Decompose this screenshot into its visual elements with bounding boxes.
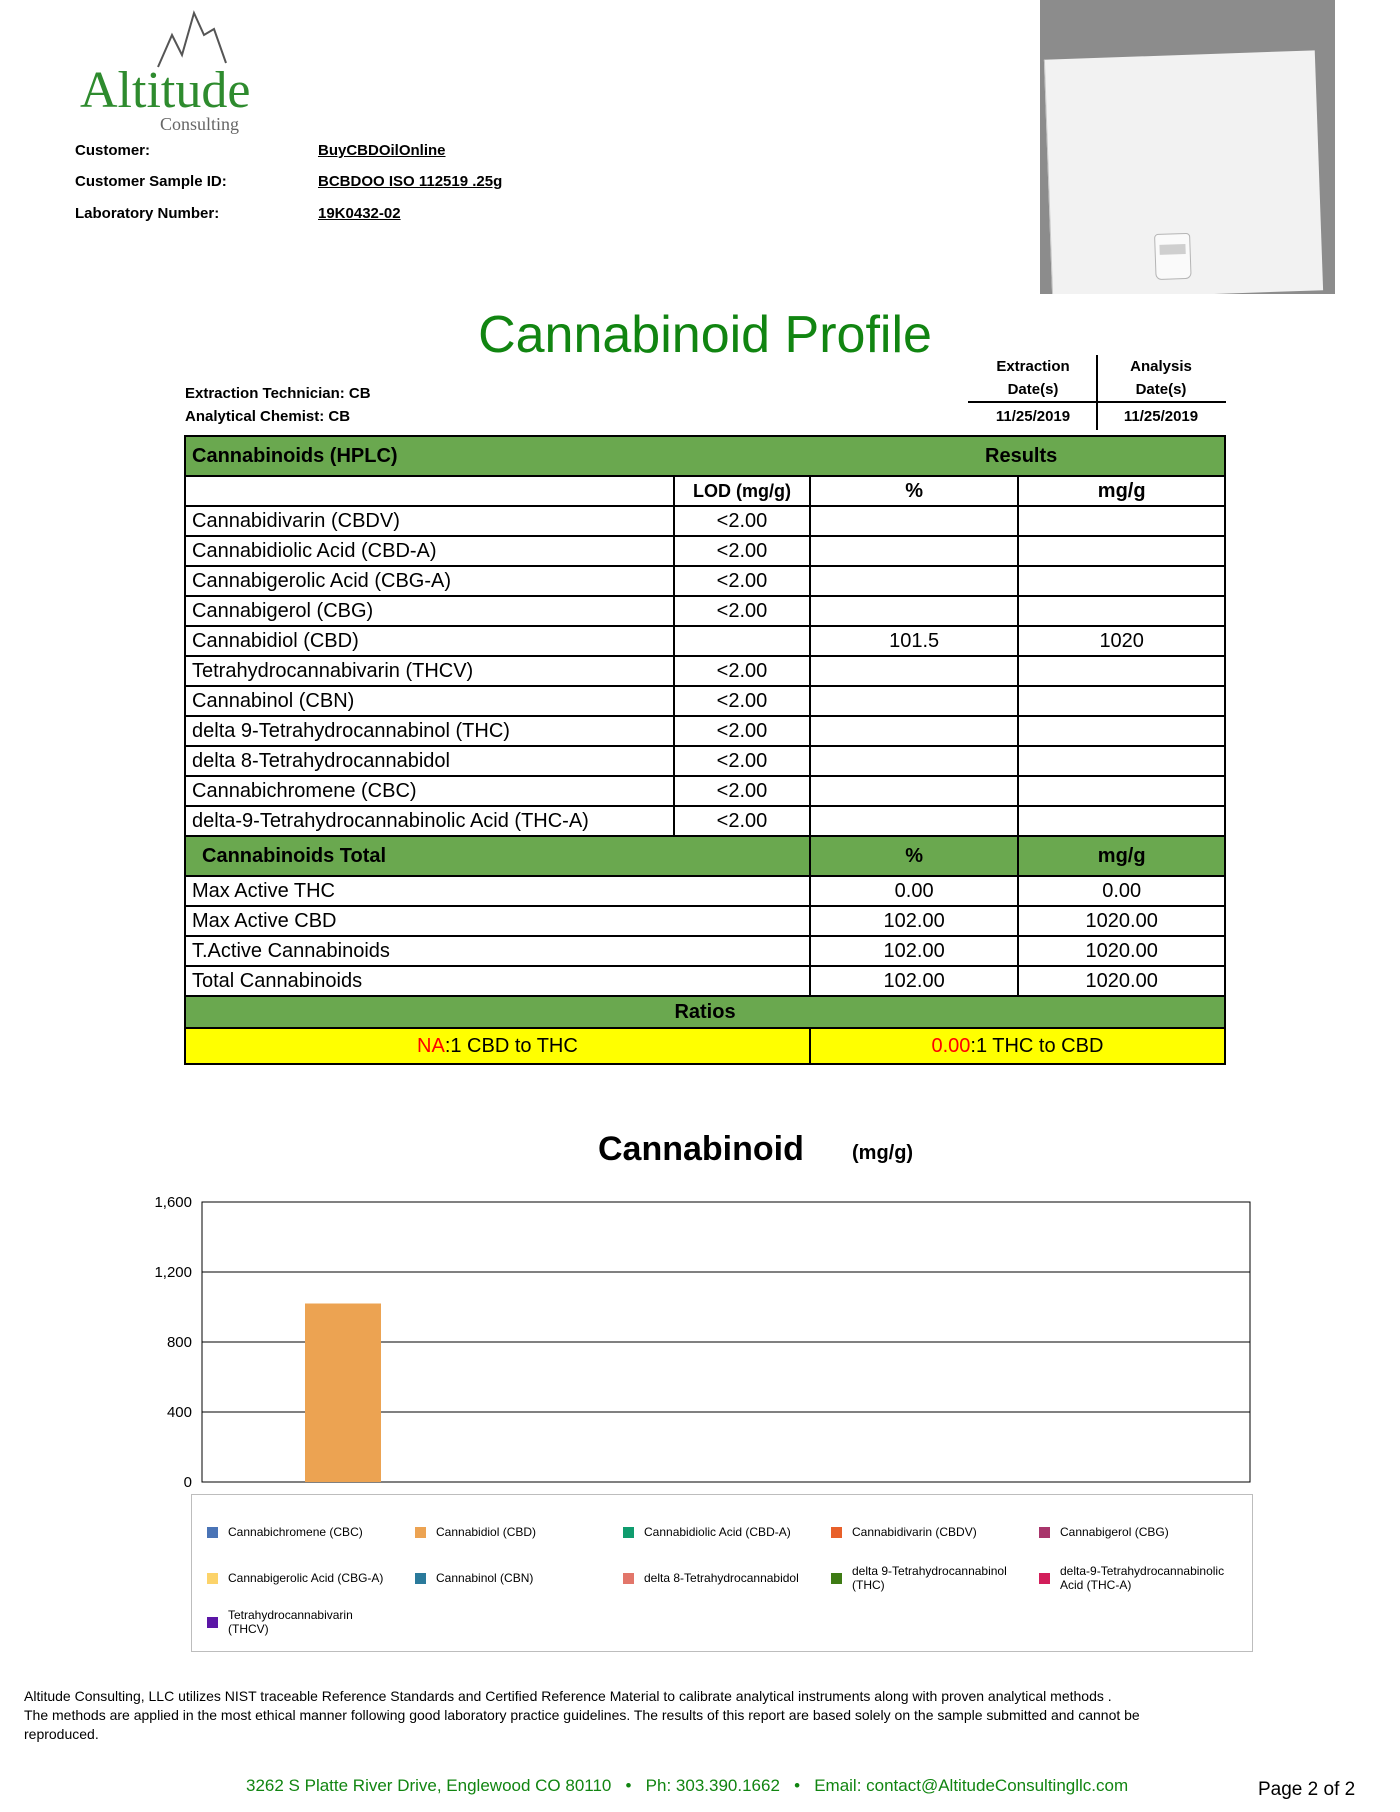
ratios-row (185, 1028, 1225, 1064)
totals-header: Cannabinoids Total (185, 836, 810, 876)
row-lod: <2.00 (674, 746, 810, 776)
row-percent: 101.5 (810, 626, 1019, 656)
legend-item-thcv: Tetrahydrocannabivarin (THCV) (207, 1608, 353, 1636)
legend-item-cbdv: Cannabidivarin (CBDV) (831, 1525, 977, 1539)
row-mgg (1018, 506, 1225, 536)
row-mgg (1018, 656, 1225, 686)
hplc-header (185, 436, 1058, 476)
row-lod: <2.00 (674, 776, 810, 806)
row-name: delta-9-Tetrahydrocannabinolic Acid (THC-A) (185, 806, 674, 836)
row-name: Cannabigerol (CBG) (185, 596, 674, 626)
analysis-date-header-2: Date(s) (1135, 381, 1187, 398)
totals-percent: 102.00 (810, 906, 1019, 936)
row-mgg (1018, 686, 1225, 716)
totals-percent: 0.00 (810, 876, 1019, 906)
chart-legend (191, 1494, 1253, 1652)
sample-photo (1040, 0, 1335, 294)
row-name: Cannabigerolic Acid (CBG-A) (185, 566, 674, 596)
disclaimer (24, 1687, 1244, 1744)
extraction-date: 11/25/2019 (995, 408, 1071, 425)
row-percent (810, 506, 1019, 536)
legend-swatch (207, 1617, 218, 1628)
legend-swatch (415, 1573, 426, 1584)
extraction-date-header-2: Date(s) (1007, 381, 1059, 398)
disclaimer-line-1: Altitude Consulting, LLC utilizes NIST traceable Reference Standards and Certified Reference Material to calibrate analytical instruments along with proven analytical methods . (24, 1688, 1112, 1704)
footer-contact: 3262 S Platte River Drive, Englewood CO 80110 • Ph: 303.390.1662 • Email: contact@AltitudeConsultingllc.com (246, 1776, 1129, 1795)
legend-item-d9thc: delta 9-Tetrahydrocannabinol (THC) (831, 1564, 1007, 1592)
analytical-chemist: Analytical Chemist: CB (185, 408, 351, 425)
row-percent (810, 536, 1019, 566)
lab-number-label: Laboratory Number: (75, 205, 220, 222)
legend-item-thca: delta-9-Tetrahydrocannabinolic Acid (THC-A) (1039, 1564, 1224, 1592)
cannabinoid-bar-chart (140, 1180, 1260, 1490)
chart-title: Cannabinoid (598, 1130, 804, 1168)
y-tick-label: 400 (166, 1404, 192, 1421)
totals-percent: 102.00 (810, 966, 1019, 996)
legend-item-cbn: Cannabinol (CBN) (415, 1571, 533, 1585)
hplc-header-label: Cannabinoids (HPLC) (192, 444, 398, 467)
legend-swatch (1039, 1527, 1050, 1538)
y-tick-label: 800 (166, 1334, 192, 1351)
row-mgg (1018, 596, 1225, 626)
analysis-date-header-1: Analysis (1130, 358, 1192, 375)
row-lod: <2.00 (674, 506, 810, 536)
extraction-date-header-1: Extraction (996, 358, 1070, 375)
legend-item-cbga: Cannabigerolic Acid (CBG-A) (207, 1571, 383, 1585)
totals-mgg: 1020.00 (1018, 906, 1225, 936)
legend-item-cbda: Cannabidiolic Acid (CBD-A) (623, 1525, 791, 1539)
sample-id-label: Customer Sample ID: (75, 173, 227, 190)
totals-mgg: 1020.00 (1018, 966, 1225, 996)
table-row (185, 626, 1225, 656)
totals-header-row (185, 836, 1225, 876)
totals-mgg: 0.00 (1018, 876, 1225, 906)
row-percent (810, 746, 1019, 776)
row-lod: <2.00 (674, 806, 810, 836)
y-tick-label: 0 (183, 1474, 192, 1490)
customer-label: Customer: (75, 142, 151, 159)
row-mgg (1018, 566, 1225, 596)
totals-row (185, 966, 1225, 996)
totals-percent: 102.00 (810, 936, 1019, 966)
table-row (185, 776, 1225, 806)
extraction-technician: Extraction Technician: CB (185, 385, 371, 402)
totals-row (185, 906, 1225, 936)
disclaimer-line-3: reproduced. (24, 1726, 99, 1742)
row-lod: <2.00 (674, 536, 810, 566)
lab-number-value: 19K0432-02 (318, 205, 401, 222)
row-lod: <2.00 (674, 716, 810, 746)
legend-swatch (207, 1527, 218, 1538)
ratio-thc-cbd-text: :1 THC to CBD (970, 1034, 1104, 1057)
company-logo (74, 5, 270, 137)
page-title: Cannabinoid Profile (478, 306, 932, 364)
column-header-row (185, 476, 1225, 506)
ratios-header: Ratios (185, 996, 1225, 1028)
totals-col-mgg: mg/g (1018, 836, 1225, 876)
table-row (185, 536, 1225, 566)
ratio-thc-cbd-value: 0.00 (931, 1034, 971, 1057)
sample-id-value: BCBDOO ISO 112519 .25g (318, 173, 503, 190)
table-row (185, 746, 1225, 776)
row-percent (810, 596, 1019, 626)
row-mgg (1018, 746, 1225, 776)
legend-item-cbd: Cannabidiol (CBD) (415, 1525, 536, 1539)
row-name: Cannabinol (CBN) (185, 686, 674, 716)
col-percent: % (810, 476, 1019, 506)
row-name: Cannabidivarin (CBDV) (185, 506, 674, 536)
totals-name: T.Active Cannabinoids (185, 936, 810, 966)
sample-vial (1154, 233, 1192, 280)
ratio-cbd-thc-value: NA (417, 1034, 445, 1057)
totals-row (185, 876, 1225, 906)
legend-swatch (1039, 1573, 1050, 1584)
row-percent (810, 656, 1019, 686)
table-row (185, 716, 1225, 746)
table-row (185, 596, 1225, 626)
photo-paper (1044, 50, 1323, 294)
totals-name: Max Active CBD (185, 906, 810, 936)
row-percent (810, 716, 1019, 746)
col-lod: LOD (mg/g) (674, 476, 810, 506)
ratio-cbd-thc-text: :1 CBD to THC (444, 1034, 578, 1057)
table-header-row (185, 436, 1225, 476)
row-mgg (1018, 806, 1225, 836)
totals-row (185, 936, 1225, 966)
results-header: Results (985, 444, 1058, 467)
chart-unit: (mg/g) (852, 1142, 914, 1164)
legend-swatch (207, 1573, 218, 1584)
legend-swatch (623, 1527, 634, 1538)
legend-swatch (831, 1527, 842, 1538)
ratios-header-row (185, 996, 1225, 1028)
row-name: Cannabichromene (CBC) (185, 776, 674, 806)
totals-col-percent: % (810, 836, 1019, 876)
row-name: delta 8-Tetrahydrocannabidol (185, 746, 674, 776)
table-row (185, 686, 1225, 716)
page-number: Page 2 of 2 (1258, 1779, 1356, 1800)
table-row (185, 656, 1225, 686)
table-row (185, 566, 1225, 596)
col-mgg: mg/g (1018, 476, 1225, 506)
row-lod: <2.00 (674, 656, 810, 686)
row-lod: <2.00 (674, 686, 810, 716)
row-mgg: 1020 (1018, 626, 1225, 656)
row-name: delta 9-Tetrahydrocannabinol (THC) (185, 716, 674, 746)
disclaimer-line-2: The methods are applied in the most ethical manner following good laboratory practice guidelines. The results of this report are based solely on the sample submitted and cannot be (24, 1707, 1140, 1723)
row-name: Cannabidiolic Acid (CBD-A) (185, 536, 674, 566)
row-lod: <2.00 (674, 596, 810, 626)
analysis-date: 11/25/2019 (1123, 408, 1199, 425)
dates-rule (968, 401, 1226, 403)
row-lod (674, 626, 810, 656)
row-mgg (1018, 536, 1225, 566)
legend-item-d8thc: delta 8-Tetrahydrocannabidol (623, 1571, 799, 1585)
row-lod: <2.00 (674, 566, 810, 596)
row-name: Tetrahydrocannabivarin (THCV) (185, 656, 674, 686)
ratio-thc-cbd (810, 1028, 1225, 1064)
table-row (185, 506, 1225, 536)
row-mgg (1018, 776, 1225, 806)
totals-mgg: 1020.00 (1018, 936, 1225, 966)
dates-block (968, 355, 1226, 407)
bar-cannabidiol-cbd- (305, 1304, 381, 1483)
row-percent (810, 776, 1019, 806)
y-tick-label: 1,600 (154, 1194, 192, 1211)
row-mgg (1018, 716, 1225, 746)
totals-name: Max Active THC (185, 876, 810, 906)
customer-value: BuyCBDOilOnline (318, 142, 446, 159)
legend-swatch (623, 1573, 634, 1584)
y-tick-label: 1,200 (154, 1264, 192, 1281)
row-percent (810, 806, 1019, 836)
row-percent (810, 566, 1019, 596)
legend-item-cbg: Cannabigerol (CBG) (1039, 1525, 1169, 1539)
ratio-cbd-thc (185, 1028, 810, 1064)
legend-item-cbc: Cannabichromene (CBC) (207, 1525, 363, 1539)
legend-swatch (415, 1527, 426, 1538)
results-table (184, 435, 1226, 1065)
row-name: Cannabidiol (CBD) (185, 626, 674, 656)
logo-tagline: Consulting (160, 114, 240, 134)
logo-name: Altitude (80, 62, 251, 119)
table-row (185, 806, 1225, 836)
totals-name: Total Cannabinoids (185, 966, 810, 996)
legend-swatch (831, 1573, 842, 1584)
row-percent (810, 686, 1019, 716)
